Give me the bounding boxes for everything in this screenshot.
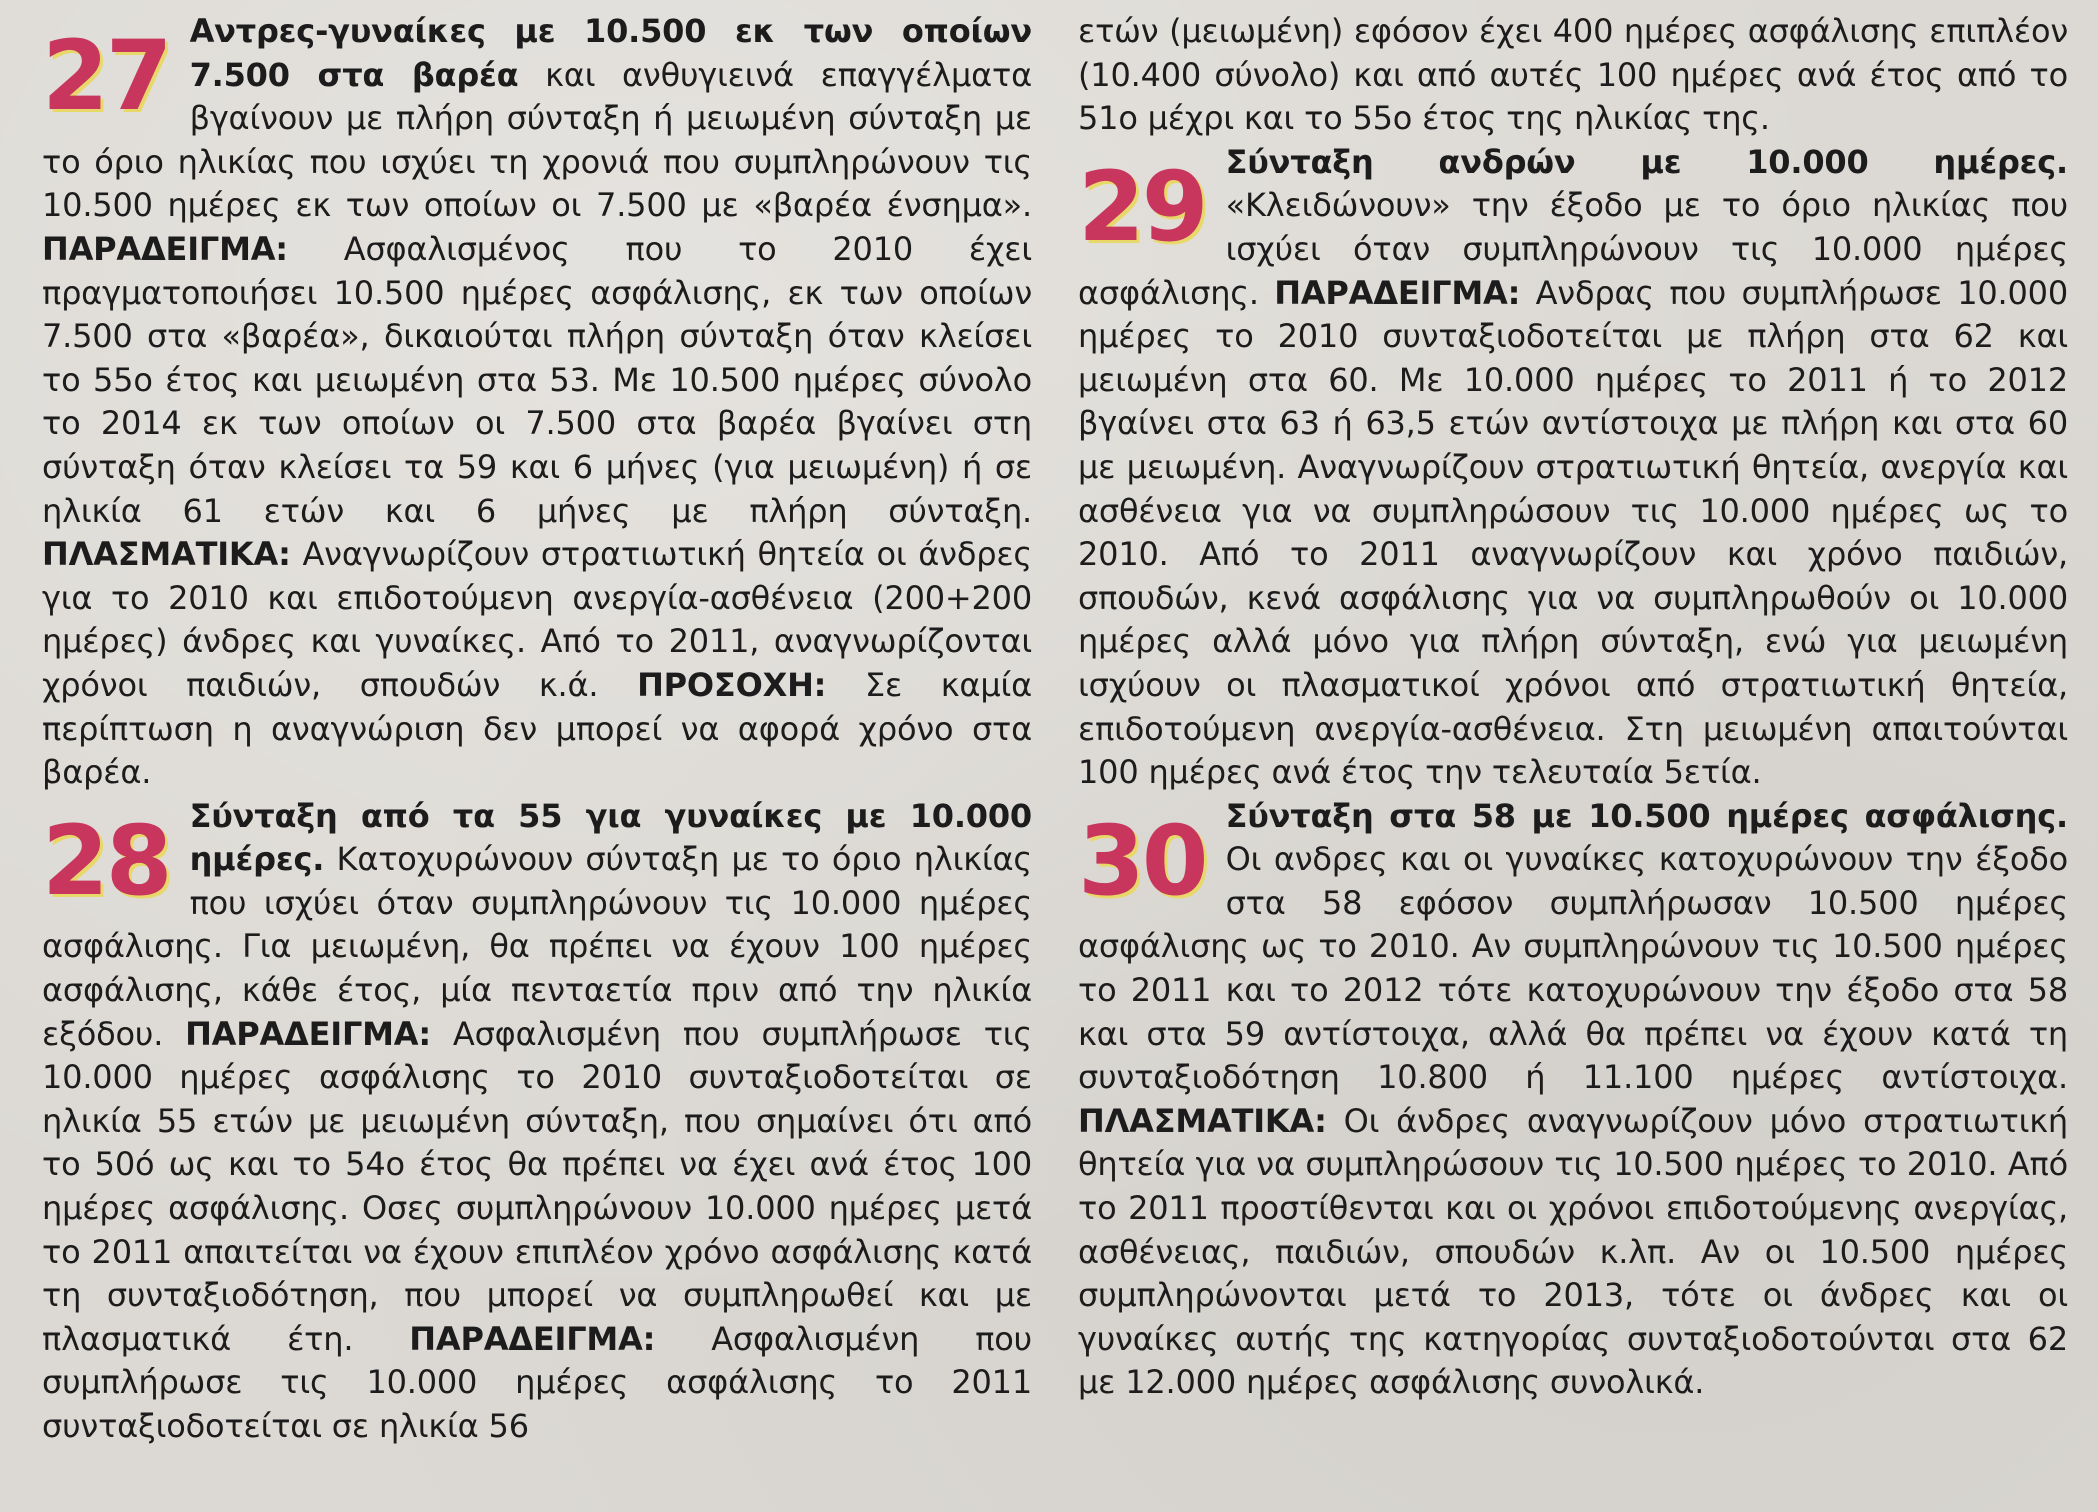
item-text: και ανθυγιεινά επαγγέλματα βγαίνουν με πλήρη σύνταξη ή μειωμένη σύνταξη με το όριο ηλικίας που ισχύει τη χρονιά που συμπληρώνουν τις 10.500 ημέρες εκ των οποίων οι 7.500 με «βαρέα ένσημα».: [42, 55, 1032, 225]
item-paragraph: [42, 10, 1032, 795]
item-label: ΠΑΡΑΔΕΙΓΜΑ:: [409, 1319, 656, 1358]
item-text: Ασφαλισμένη που συμπλήρωσε τις 10.000 ημέρες ασφάλισης το 2010 συνταξιοδοτείται σε ηλικία 55 ετών με μειωμένη σύνταξη, που σημαίνει ότι από το 50ό ως και το 54ο έτος θα πρέπει να έχει ανά έτος 100 ημέρες ασφάλισης. Οσες συμπληρώνουν 10.000 ημέρες μετά το 2011 απαιτείται να έχουν επιπλέον χρόνο ασφάλισης κατά τη συνταξιοδότηση, που μπορεί να συμπληρωθεί και με πλασματικά έτη.: [42, 1014, 1032, 1358]
item-label: ΠΡΟΣΟΧΗ:: [637, 665, 827, 704]
item-title: Σύνταξη στα 58 με 10.500 ημέρες ασφάλισης.: [1225, 796, 2068, 835]
item-paragraph: [1078, 141, 2068, 795]
item-29: [1078, 141, 2068, 795]
item-text: Σε καμία περίπτωση η αναγνώριση δεν μπορεί να αφορά χρόνο στα βαρέα.: [42, 665, 1033, 792]
item-paragraph: [1078, 795, 2068, 1405]
item-number: 29: [1078, 150, 1206, 263]
item-text: «Κλειδώνουν» την έξοδο με το όριο ηλικίας που ισχύει όταν συμπληρώνουν τις 10.000 ημέρες ασφάλισης.: [1078, 186, 2068, 312]
right-column: [1078, 10, 2068, 1405]
item-28: [42, 795, 1032, 1449]
item-title: Σύνταξη ανδρών με 10.000 ημέρες.: [1225, 142, 2068, 181]
item-27: [42, 10, 1032, 795]
item-text: Ανδρας που συμπλήρωσε 10.000 ημέρες το 2010 συνταξιοδοτείται με πλήρη στα 62 και μειωμένη στα 60. Με 10.000 ημέρες το 2011 ή το 2012 βγαίνει στα 63 ή 63,5 ετών αντίστοιχα με πλήρη και στα 60 με μειωμένη. Αναγνωρίζουν στρατιωτική θητεία, ανεργία και ασθένεια για να συμπληρώσουν τις 10.000 ημέρες ως το 2010. Από το 2011 αναγνωρίζουν και χρόνο παιδιών, σπουδών, κενά ασφάλισης για να συμπληρωθούν οι 10.000 ημέρες αλλά μόνο για πλήρη σύνταξη, ενώ για μειωμένη ισχύουν οι πλασματικοί χρόνοι από στρατιωτική θητεία, επιδοτούμενη ανεργία-ασθένεια. Στη μειωμένη απαιτούνται 100 ημέρες ανά έτος την τελευταία 5ετία.: [1078, 273, 2069, 792]
item-label: ΠΛΑΣΜΑΤΙΚΑ:: [1078, 1101, 1327, 1140]
item-text: Οι ανδρες και οι γυναίκες κατοχυρώνουν την έξοδο στα 58 εφόσον συμπλήρωσαν 10.500 ημέρες ασφάλισης ως το 2010. Αν συμπληρώνουν τις 10.500 ημέρες το 2011 και το 2012 τότε κατοχυρώνουν την έξοδο στα 58 και στα 59 αντίστοιχα, αλλά θα πρέπει να έχουν κατά τη συνταξιοδότηση 10.800 ή 11.100 ημέρες αντίστοιχα.: [1078, 840, 2068, 1097]
item-title: Σύνταξη από τα 55 για γυναίκες με 10.000 ημέρες.: [189, 796, 1032, 879]
item-30: [1078, 795, 2068, 1405]
item-label: ΠΑΡΑΔΕΙΓΜΑ:: [185, 1014, 431, 1053]
continuation-text: ετών (μειωμένη) εφόσον έχει 400 ημέρες ασφάλισης επιπλέον (10.400 σύνολο) και από αυτές 100 ημέρες ανά έτος από το 51ο μέχρι και το 55ο έτος της ηλικίας της.: [1078, 12, 2068, 138]
left-column: [42, 10, 1032, 1449]
item-number: 27: [42, 20, 170, 132]
item-paragraph: [42, 795, 1032, 1449]
item-text: Κατοχυρώνουν σύνταξη με το όριο ηλικίας που ισχύει όταν συμπληρώνουν τις 10.000 ημέρες ασφάλισης. Για μειωμένη, θα πρέπει να έχουν 100 ημέρες ασφάλισης, κάθε έτος, μία πενταετία πριν από την ηλικία εξόδου.: [42, 840, 1032, 1053]
continuation-paragraph: [1078, 10, 2068, 141]
item-number: 30: [1078, 804, 1206, 917]
item-title: Αντρες-γυναίκες με 10.500 εκ των οποίων 7.500 στα βαρέα: [189, 12, 1032, 94]
item-number: 28: [42, 804, 170, 917]
item-label: ΠΛΑΣΜΑΤΙΚΑ:: [42, 535, 291, 574]
item-text: Οι άνδρες αναγνωρίζουν μόνο στρατιωτική θητεία για να συμπληρώσουν τις 10.500 ημέρες το 2010. Από το 2011 προστίθενται και οι χρόνοι επιδοτούμενης ανεργίας, ασθένειας, παιδιών, σπουδών κ.λπ. Αν οι 10.500 ημέρες συμπληρώνονται μετά το 2013, τότε οι άνδρες και οι γυναίκες αυτής της κατηγορίας συνταξιοδοτούνται στα 62 με 12.000 ημέρες ασφάλισης συνολικά.: [1078, 1101, 2068, 1402]
item-label: ΠΑΡΑΔΕΙΓΜΑ:: [42, 229, 288, 268]
item-label: ΠΑΡΑΔΕΙΓΜΑ:: [1274, 273, 1521, 312]
item-text: Αναγνωρίζουν στρατιωτική θητεία οι άνδρες για το 2010 και επιδοτούμενη ανεργία-ασθένεια (200+200 ημέρες) άνδρες και γυναίκες. Από το 2011, αναγνωρίζονται χρόνοι παιδιών, σπουδών κ.ά.: [42, 535, 1032, 704]
item-text: Ασφαλισμένος που το 2010 έχει πραγματοποιήσει 10.500 ημέρες ασφάλισης, εκ των οποίων 7.500 στα «βαρέα», δικαιούται πλήρη σύνταξη όταν κλείσει το 55ο έτος και μειωμένη στα 53. Με 10.500 ημέρες σύνολο το 2014 εκ των οποίων οι 7.500 στα βαρέα βγαίνει στη σύνταξη όταν κλείσει τα 59 και 6 μήνες (για μειωμένη) ή σε ηλικία 61 ετών και 6 μήνες με πλήρη σύνταξη.: [42, 229, 1032, 530]
item-text: Ασφαλισμένη που συμπλήρωσε τις 10.000 ημέρες ασφάλισης το 2011 συνταξιοδοτείται σε ηλικία 56: [42, 1319, 1032, 1445]
